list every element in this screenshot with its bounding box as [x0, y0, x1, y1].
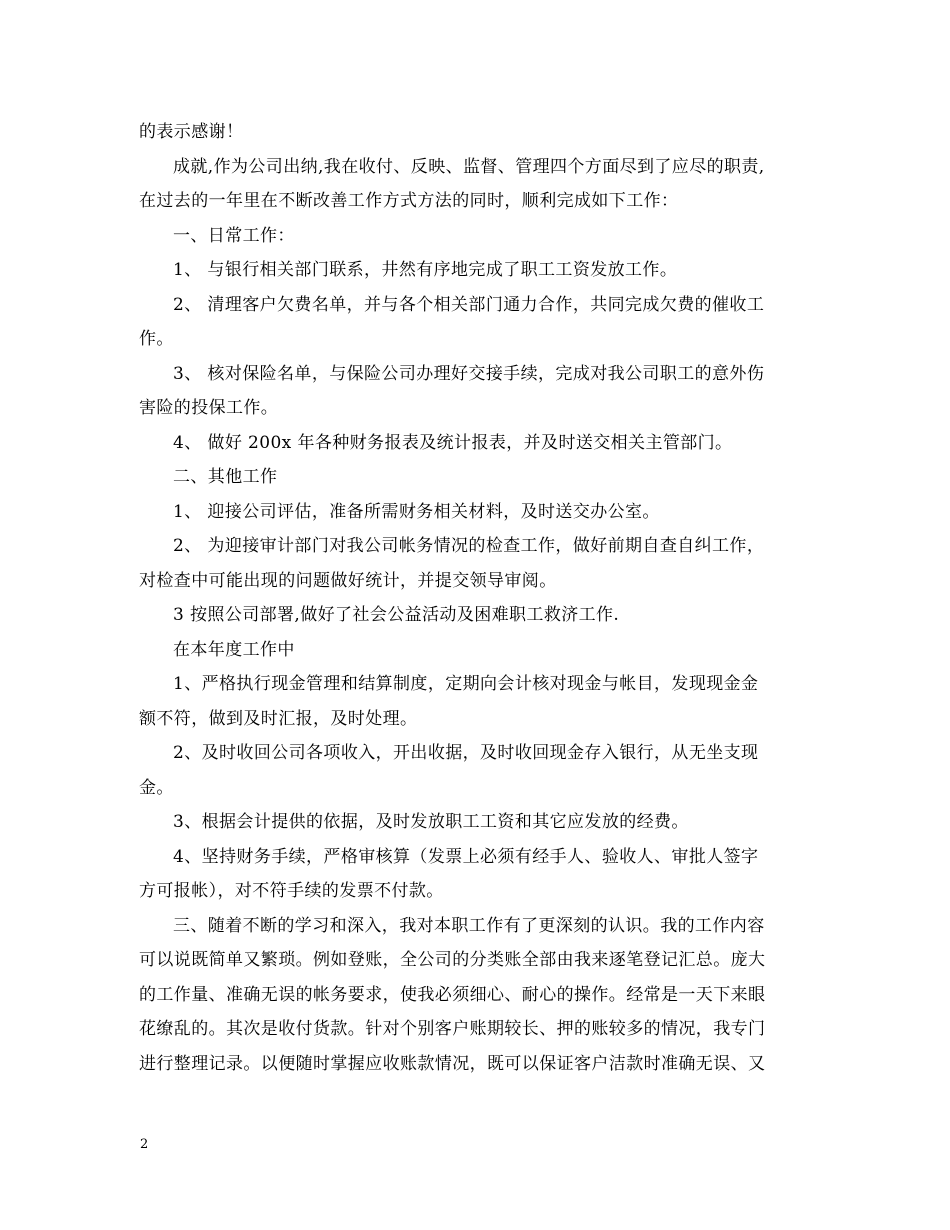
- text-line: 二、其他工作: [173, 467, 278, 487]
- text-line: 作。: [139, 329, 174, 349]
- text-line: 在本年度工作中: [173, 639, 295, 660]
- text-line: 对检查中可能出现的问题做好统计，并提交领导审阅。: [139, 570, 557, 591]
- document-body: [139, 115, 811, 1081]
- text-line: 1、 迎接公司评估，准备所需财务相关材料，及时送交办公室。: [173, 501, 660, 522]
- text-line: 3 按照公司部署,做好了社会公益活动及困难职工救济工作.: [173, 605, 620, 625]
- text-line: 三、随着不断的学习和深入，我对本职工作有了更深刻的认识。我的工作内容: [173, 915, 765, 936]
- text-line: 1、严格执行现金管理和结算制度，定期向会计核对现金与帐目，发现现金金: [173, 674, 759, 694]
- text-line: 3、 核对保险名单，与保险公司办理好交接手续，完成对我公司职工的意外伤: [173, 363, 765, 384]
- text-line: 2、 为迎接审计部门对我公司帐务情况的检查工作，做好前期自查自纠工作，: [173, 536, 765, 556]
- text-line: 在过去的一年里在不断改善工作方式方法的同时，顺利完成如下工作：: [139, 191, 679, 211]
- text-line: 4、坚持财务手续，严格审核算（发票上必须有经手人、验收人、审批人签字: [173, 846, 759, 867]
- text-line: 进行整理记录。以便随时掌握应收账款情况，既可以保证客户洁款时准确无误、又: [139, 1053, 766, 1074]
- text-line: 1、 与银行相关部门联系，井然有序地完成了职工工资发放工作。: [173, 260, 678, 280]
- text-line: 害险的投保工作。: [139, 398, 279, 418]
- text-line: 成就,作为公司出纳,我在收付、反映、监督、管理四个方面尽到了应尽的职责,: [173, 156, 765, 177]
- text-line: 4、 做好 200x 年各种财务报表及统计报表，并及时送交相关主管部门。: [173, 432, 733, 453]
- text-line: 方可报帐），对不符手续的发票不付款。: [139, 881, 444, 901]
- text-line: 的工作量、准确无误的帐务要求，使我必须细心、耐心的操作。经常是一天下来眼: [139, 984, 766, 1005]
- text-line: 2、及时收回公司各项收入，开出收据，及时收回现金存入银行，从无坐支现: [173, 743, 759, 763]
- text-line: 可以说既简单又繁琐。例如登账，全公司的分类账全部由我来逐笔登记汇总。庞大: [139, 950, 766, 970]
- text-line: 的表示感谢！: [139, 122, 244, 142]
- text-line: 2、 清理客户欠费名单，并与各个相关部门通力合作，共同完成欠费的催收工: [173, 294, 765, 315]
- text-line: 花缭乱的。其次是收付货款。针对个别客户账期较长、押的账较多的情况，我专门: [139, 1019, 766, 1039]
- text-line: 金。: [139, 777, 174, 798]
- text-line: 一、日常工作：: [173, 225, 295, 246]
- text-line: 额不符，做到及时汇报，及时处理。: [139, 708, 418, 729]
- text-line: 3、根据会计提供的依据，及时发放职工工资和其它应发放的经费。: [173, 812, 689, 832]
- page-number: 2: [140, 1137, 149, 1152]
